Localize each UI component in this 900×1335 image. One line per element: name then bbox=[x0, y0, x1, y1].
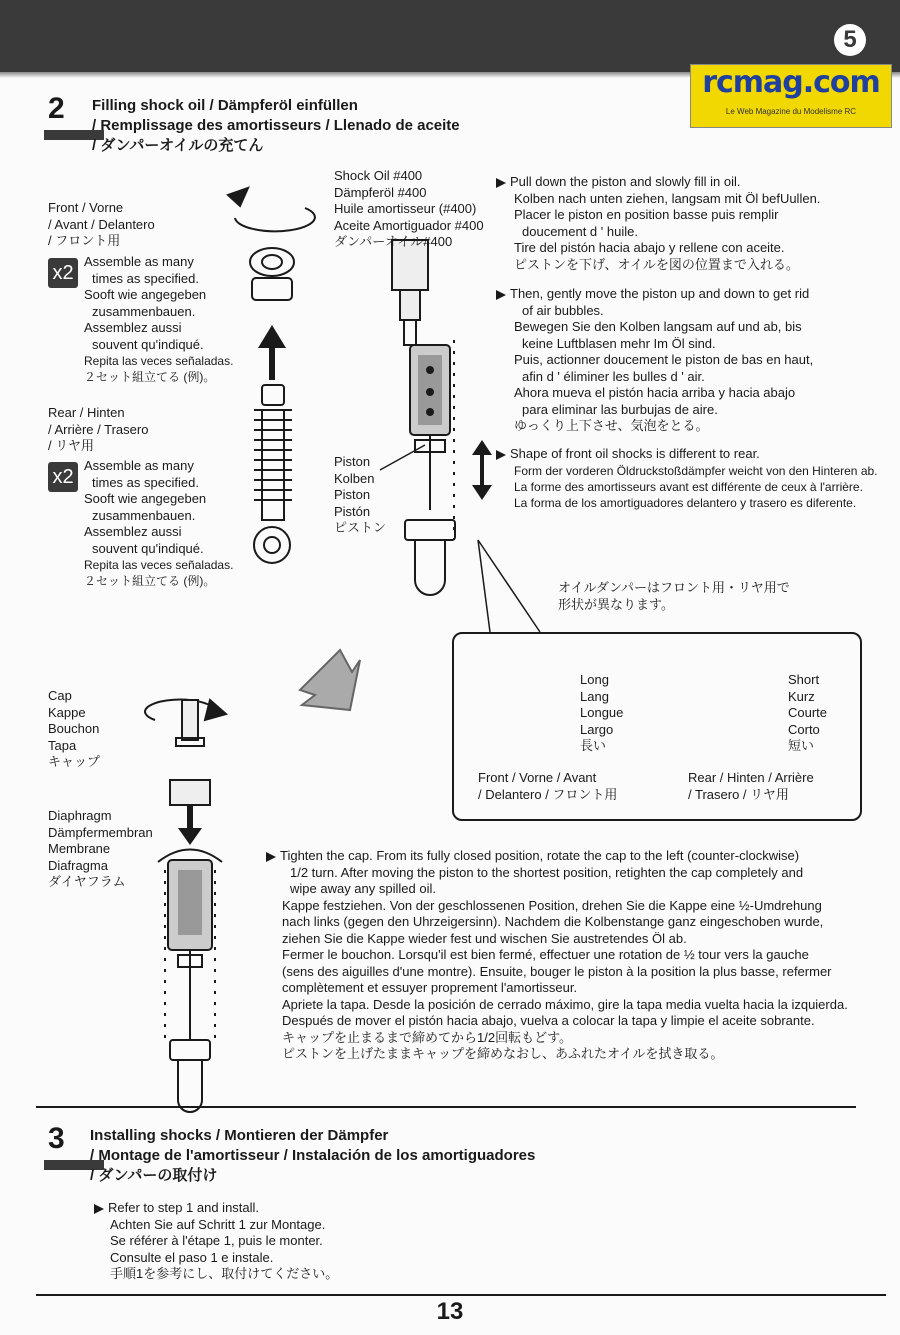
assemble-line: zusammenbauen. bbox=[92, 303, 196, 319]
instruction-line: Después de mover el pistón hacia abajo, vuelva a colocar la tapa y limpie el aceite sobrante. bbox=[282, 1013, 815, 1028]
step-3-title-line: / ダンパーの取付け bbox=[90, 1167, 218, 1184]
short-label bbox=[788, 672, 827, 755]
assemble-line: Assemble as many bbox=[84, 458, 194, 473]
instruction-line: Pull down the piston and slowly fill in oil. bbox=[510, 174, 741, 189]
instruction-line: 1/2 turn. After moving the piston to the shortest position, retighten the cap completely and bbox=[290, 864, 804, 880]
diaphragm-line: ダイヤフラム bbox=[48, 874, 126, 889]
step-3-title-line: Installing shocks / Montieren der Dämpfer bbox=[90, 1127, 389, 1144]
footer-divider bbox=[36, 1294, 886, 1296]
cap-line: Cap bbox=[48, 688, 72, 703]
front-caption-line: / Delantero / フロント用 bbox=[478, 786, 618, 802]
cap-line: Tapa bbox=[48, 737, 77, 753]
shock-oil-line: Huile amortisseur (#400) bbox=[334, 201, 477, 216]
instruction-line: ゆっくり上下させ、気泡をとる。 bbox=[514, 418, 709, 433]
assemble-line: ２セット組立てる (例)。 bbox=[84, 370, 216, 384]
instruction-line: La forma de los amortiguadores delantero y trasero es diferente. bbox=[514, 495, 857, 510]
piston-line: Piston bbox=[334, 487, 371, 502]
instruction-line: Shape of front oil shocks is different to rear. bbox=[510, 446, 760, 461]
step-3-number: 3 bbox=[48, 1122, 65, 1155]
instruction-line: (sens des aiguilles d'une montre). Ensuite, bouger le piston à la position la plus basse, refermer bbox=[282, 963, 832, 979]
instruction-line: para eliminar las burbujas de aire. bbox=[522, 401, 718, 417]
instruction-line: of air bubbles. bbox=[522, 302, 604, 318]
assemble-line: souvent qu'indiqué. bbox=[92, 336, 204, 352]
logo-text: rcmag.com bbox=[702, 65, 880, 100]
assemble-line: Repita las veces señaladas. bbox=[84, 354, 234, 368]
cap-line: Bouchon bbox=[48, 721, 100, 736]
front-caption bbox=[478, 770, 617, 803]
front-caption-line: Front / Vorne / Avant bbox=[478, 770, 597, 785]
assemble-line: zusammenbauen. bbox=[92, 507, 196, 523]
instruction-line: オイルダンパーはフロント用・リヤ用で bbox=[558, 580, 790, 595]
long-line: Longue bbox=[580, 705, 624, 720]
instruction-line: キャップを止まるまで締めてから1/2回転もどす。 bbox=[282, 1029, 573, 1045]
diaphragm-label bbox=[48, 808, 153, 891]
step-2-title-line: Filling shock oil / Dämpferöl einfüllen bbox=[92, 97, 358, 114]
long-line: Lang bbox=[580, 688, 609, 704]
instruction-line: Kolben nach unten ziehen, langsam mit Öl befUullen. bbox=[514, 190, 821, 206]
diaphragm-line: Dämpfermembran bbox=[48, 824, 153, 840]
short-line: Kurz bbox=[788, 688, 815, 704]
assemble-line: Assemble as many bbox=[84, 254, 194, 269]
shape-instruction bbox=[496, 446, 878, 511]
page-circle-number: 5 bbox=[834, 24, 866, 56]
instruction-line: Ahora mueva el pistón hacia arriba y hacia abajo bbox=[514, 385, 796, 400]
shock-oil-line: Shock Oil #400 bbox=[334, 168, 423, 183]
piston-line: Kolben bbox=[334, 470, 375, 486]
cap-label bbox=[48, 688, 100, 771]
step-3-title bbox=[90, 1126, 535, 1186]
assemble-line: souvent qu'indiqué. bbox=[92, 540, 204, 556]
cap-line: キャップ bbox=[48, 754, 101, 769]
instruction-line: Refer to step 1 and install. bbox=[108, 1200, 260, 1215]
instruction-line: 形状が異なります。 bbox=[558, 596, 674, 612]
short-line: Courte bbox=[788, 705, 828, 720]
instruction-line: Consulte el paso 1 e instale. bbox=[110, 1249, 274, 1265]
diaphragm-line: Diafragma bbox=[48, 857, 108, 873]
front-x2-badge: x2 bbox=[48, 258, 78, 288]
long-label bbox=[580, 672, 623, 755]
rear-caption bbox=[688, 770, 814, 803]
instruction-line: nach links (gegen den Uhrzeigersinn). Nachdem die Kolbenstange ganz eingeschoben wurde, bbox=[282, 914, 824, 929]
assemble-line: ２セット組立てる (例)。 bbox=[84, 574, 216, 588]
diaphragm-line: Membrane bbox=[48, 841, 111, 856]
instruction-line: keine Luftblasen mehr Im Öl sind. bbox=[522, 335, 716, 351]
pointer-icon bbox=[496, 450, 506, 460]
shape-note-jp bbox=[558, 580, 790, 613]
instruction-line: Apriete la tapa. Desde la posición de cerrado máximo, gire la tapa media vuelta hacia la izquierda. bbox=[282, 996, 848, 1012]
pointer-icon bbox=[94, 1204, 104, 1214]
assemble-line: Assemblez aussi bbox=[84, 524, 182, 539]
logo-subtitle: Le Web Magazine du Modelisme RC bbox=[725, 107, 857, 116]
short-line: 短い bbox=[788, 738, 815, 753]
instruction-line: complètement et essuyer proprement l'amortisseur. bbox=[282, 980, 578, 995]
rear-caption-line: / Trasero / リヤ用 bbox=[688, 786, 789, 802]
pointer-icon bbox=[496, 290, 506, 300]
piston-line: Piston bbox=[334, 454, 371, 469]
instruction-line: Bewegen Sie den Kolben langsam auf und ab, bis bbox=[514, 319, 802, 334]
short-line: Corto bbox=[788, 721, 820, 737]
step-2-title-line: / ダンパーオイルの充てん bbox=[92, 137, 264, 154]
shock-oil-line: ダンパーオイル#400 bbox=[334, 234, 453, 249]
piston-line: Pistón bbox=[334, 503, 371, 519]
instruction-line: Se référer à l'étape 1, puis le monter. bbox=[110, 1233, 323, 1248]
section-divider bbox=[36, 1106, 856, 1108]
front-label-line: / Avant / Delantero bbox=[48, 216, 155, 232]
instruction-line: doucement d ' huile. bbox=[522, 223, 638, 239]
instruction-line: Kappe festziehen. Von der geschlossenen Position, drehen Sie die Kappe eine ½-Umdrehung bbox=[282, 897, 822, 913]
instruction-line: Tire del pistón hacia abajo y rellene con aceite. bbox=[514, 240, 785, 255]
shock-oil-label bbox=[334, 168, 484, 251]
assemble-line: Sooft wie angegeben bbox=[84, 287, 207, 302]
assemble-line: Sooft wie angegeben bbox=[84, 491, 207, 506]
piston-line: ピストン bbox=[334, 520, 387, 535]
instruction-line: ピストンを下げ、オイルを図の位置まで入れる。 bbox=[514, 256, 799, 272]
diaphragm-line: Diaphragm bbox=[48, 808, 112, 823]
instruction-line: La forme des amortisseurs avant est différente de ceux à l'arrière. bbox=[514, 479, 863, 494]
pull-down-instruction bbox=[496, 174, 820, 273]
piston-label bbox=[334, 454, 386, 537]
instruction-line: 手順1を参考にし、取付けてください。 bbox=[110, 1266, 339, 1281]
assemble-line: times as specified. bbox=[92, 474, 199, 490]
instruction-line: Fermer le bouchon. Lorsqu'il est bien fermé, effectuer une rotation de ½ tour vers la gauche bbox=[282, 947, 809, 962]
instruction-line: Then, gently move the piston up and down to get rid bbox=[510, 286, 810, 301]
move-piston-instruction bbox=[496, 286, 813, 435]
step-2-number: 2 bbox=[48, 92, 65, 125]
rear-label-line: / Arrière / Trasero bbox=[48, 421, 149, 437]
pointer-icon bbox=[266, 852, 276, 862]
page-number: 13 bbox=[436, 1298, 464, 1325]
instruction-line: ziehen Sie die Kappe wieder fest und wischen Sie austretendes Öl ab. bbox=[282, 930, 687, 946]
step-3-title-line: / Montage de l'amortisseur / Instalación de los amortiguadores bbox=[90, 1147, 536, 1164]
instruction-line: Form der vorderen Öldruckstoßdämpfer weicht von den Hinteren ab. bbox=[514, 463, 878, 478]
rear-x2-badge: x2 bbox=[48, 462, 78, 492]
instruction-line: Placer le piston en position basse puis remplir bbox=[514, 207, 779, 222]
rear-label-line: Rear / Hinten bbox=[48, 405, 125, 420]
instruction-line: afin d ' éliminer les bulles d ' air. bbox=[522, 368, 705, 384]
assemble-line: Assemblez aussi bbox=[84, 320, 182, 335]
assemble-line: times as specified. bbox=[92, 270, 199, 286]
shock-oil-line: Dämpferöl #400 bbox=[334, 184, 427, 200]
cap-line: Kappe bbox=[48, 704, 86, 720]
long-line: 長い bbox=[580, 738, 607, 753]
short-line: Short bbox=[788, 672, 820, 687]
instruction-line: wipe away any spilled oil. bbox=[290, 881, 436, 896]
front-label-line: Front / Vorne bbox=[48, 200, 124, 215]
instruction-line: Achten Sie auf Schritt 1 zur Montage. bbox=[110, 1216, 326, 1232]
instruction-line: ピストンを上げたままキャップを締めなおし、あふれたオイルを拭き取る。 bbox=[282, 1046, 724, 1061]
instruction-line: Tighten the cap. From its fully closed position, rotate the cap to the left (counter-clockwise) bbox=[280, 848, 800, 863]
instruction-line: Puis, actionner doucement le piston de bas en haut, bbox=[514, 352, 814, 367]
front-label-line: / フロント用 bbox=[48, 233, 121, 248]
refer-step-instruction bbox=[94, 1200, 338, 1283]
shock-oil-line: Aceite Amortiguador #400 bbox=[334, 217, 484, 233]
rear-caption-line: Rear / Hinten / Arrière bbox=[688, 770, 814, 785]
step-2-title-line: / Remplissage des amortisseurs / Llenado de aceite bbox=[92, 117, 460, 134]
rotate-arrow-icon bbox=[235, 208, 315, 231]
rear-label-line: / リヤ用 bbox=[48, 438, 94, 453]
tighten-cap-instruction bbox=[266, 848, 848, 1063]
long-line: Largo bbox=[580, 721, 614, 737]
long-line: Long bbox=[580, 672, 609, 687]
pointer-icon bbox=[496, 178, 506, 188]
assemble-line: Repita las veces señaladas. bbox=[84, 558, 234, 572]
